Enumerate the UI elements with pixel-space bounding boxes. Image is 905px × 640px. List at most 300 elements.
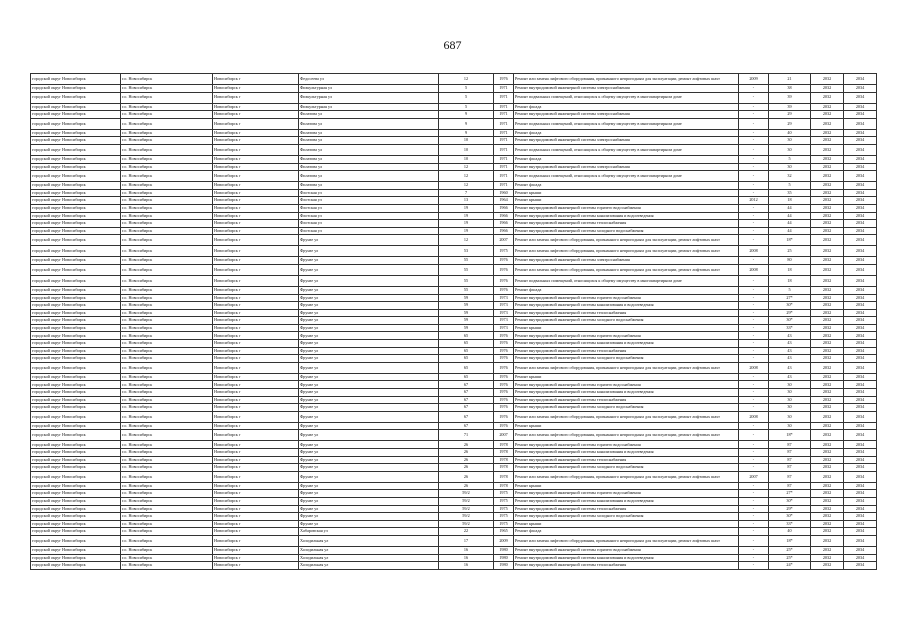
work-type-cell: Ремонт внутридомовой инженерной системы холодного водоснабжения	[514, 227, 739, 235]
district-cell: г.о. Новосибирск	[121, 528, 213, 536]
house-number-cell: 10	[439, 137, 494, 145]
plan-end-year-cell: 2034	[844, 381, 877, 389]
city-cell: Новосибирск г	[213, 317, 299, 325]
last-repair-year-cell: -	[739, 204, 769, 212]
table-row	[31, 471, 877, 482]
plan-start-year-cell: 2032	[811, 103, 844, 111]
work-type-cell: Ремонт внутридомовой инженерной системы горячего водоснабжения	[514, 381, 739, 389]
plan-start-year-cell: 2032	[811, 197, 844, 205]
table-row	[31, 302, 877, 310]
municipality-cell: городской округ Новосибирск	[31, 171, 121, 182]
district-cell: г.о. Новосибирск	[121, 381, 213, 389]
plan-start-year-cell: 2032	[811, 520, 844, 528]
table-row	[31, 118, 877, 129]
plan-end-year-cell: 2034	[844, 389, 877, 397]
plan-end-year-cell: 2034	[844, 482, 877, 490]
plan-start-year-cell: 2032	[811, 389, 844, 397]
work-type-cell: Ремонт фасада	[514, 103, 739, 111]
house-number-cell: 53	[439, 246, 494, 257]
district-cell: г.о. Новосибирск	[121, 471, 213, 482]
work-type-cell: Ремонт внутридомовой инженерной системы горячего водоснабжения	[514, 204, 739, 212]
plan-end-year-cell: 2034	[844, 111, 877, 119]
table-row	[31, 275, 877, 286]
year-built-cell: 1976	[494, 362, 514, 373]
house-number-cell: 26	[439, 441, 494, 449]
year-built-cell: 1978	[494, 482, 514, 490]
house-number-cell: 12	[439, 74, 494, 85]
table-row	[31, 235, 877, 246]
city-cell: Новосибирск г	[213, 535, 299, 546]
work-type-cell: Ремонт или замена лифтового оборудования, признанного непригодным для эксплуатации, ремонт лифтовых шахт	[514, 535, 739, 546]
street-cell: Хабаровская ул	[299, 528, 439, 536]
plan-start-year-cell: 2032	[811, 340, 844, 348]
district-cell: г.о. Новосибирск	[121, 137, 213, 145]
year-built-cell: 1973	[494, 324, 514, 332]
house-number-cell: 55	[439, 264, 494, 275]
street-cell: Фрунзе ул	[299, 275, 439, 286]
work-type-cell: Ремонт или замена лифтового оборудования, признанного непригодным для эксплуатации, ремонт лифтовых шахт	[514, 471, 739, 482]
year-built-cell: 1980	[494, 562, 514, 570]
work-type-cell: Ремонт или замена лифтового оборудования, признанного непригодным для эксплуатации, ремонт лифтовых шахт	[514, 430, 739, 441]
municipality-cell: городской округ Новосибирск	[31, 227, 121, 235]
work-type-cell: Ремонт внутридомовой инженерной системы канализования и водоотведения	[514, 497, 739, 505]
municipality-cell: городской округ Новосибирск	[31, 155, 121, 163]
city-cell: Новосибирск г	[213, 324, 299, 332]
last-repair-year-cell: -	[739, 103, 769, 111]
municipality-cell: городской округ Новосибирск	[31, 430, 121, 441]
district-cell: г.о. Новосибирск	[121, 197, 213, 205]
work-type-cell: Ремонт внутридомовой инженерной системы горячего водоснабжения	[514, 490, 739, 498]
city-cell: Новосибирск г	[213, 111, 299, 119]
plan-end-year-cell: 2034	[844, 430, 877, 441]
work-type-cell: Ремонт фасада	[514, 155, 739, 163]
municipality-cell: городской округ Новосибирск	[31, 212, 121, 220]
street-cell: Фрунзе ул	[299, 362, 439, 373]
plan-end-year-cell: 2034	[844, 528, 877, 536]
street-cell: Филатова ул	[299, 111, 439, 119]
city-cell: Новосибирск г	[213, 373, 299, 381]
plan-start-year-cell: 2032	[811, 220, 844, 228]
year-built-cell: 1976	[494, 74, 514, 85]
repair-schedule-table	[30, 73, 877, 570]
last-repair-year-cell: -	[739, 449, 769, 457]
last-repair-year-cell: -	[739, 257, 769, 265]
district-cell: г.о. Новосибирск	[121, 257, 213, 265]
table-row	[31, 171, 877, 182]
district-cell: г.о. Новосибирск	[121, 422, 213, 430]
last-repair-year-cell: -	[739, 85, 769, 93]
work-type-cell: Ремонт внутридомовой инженерной системы теплоснабжения	[514, 220, 739, 228]
plan-end-year-cell: 2034	[844, 404, 877, 412]
table-row	[31, 381, 877, 389]
plan-end-year-cell: 2034	[844, 286, 877, 294]
work-type-cell: Ремонт крыши	[514, 189, 739, 197]
municipality-cell: городской округ Новосибирск	[31, 505, 121, 513]
district-cell: г.о. Новосибирск	[121, 324, 213, 332]
last-repair-year-cell: 2008	[739, 264, 769, 275]
house-number-cell: 67	[439, 411, 494, 422]
municipality-cell: городской округ Новосибирск	[31, 389, 121, 397]
last-repair-year-cell: -	[739, 227, 769, 235]
municipality-cell: городской округ Новосибирск	[31, 528, 121, 536]
house-number-cell: 65	[439, 347, 494, 355]
municipality-cell: городской округ Новосибирск	[31, 497, 121, 505]
last-repair-year-cell: -	[739, 155, 769, 163]
last-repair-year-cell: -	[739, 182, 769, 190]
work-type-cell: Ремонт внутридомовой инженерной системы электроснабжения	[514, 137, 739, 145]
district-cell: г.о. Новосибирск	[121, 513, 213, 521]
street-cell: Фрунзе ул	[299, 490, 439, 498]
municipality-cell: городской округ Новосибирск	[31, 92, 121, 103]
plan-start-year-cell: 2032	[811, 332, 844, 340]
wear-percent-cell: 30	[769, 137, 811, 145]
plan-start-year-cell: 2032	[811, 381, 844, 389]
wear-percent-cell: 30	[769, 163, 811, 171]
house-number-cell: 16	[439, 554, 494, 562]
wear-percent-cell: 44	[769, 220, 811, 228]
work-type-cell: Ремонт фасада	[514, 182, 739, 190]
city-cell: Новосибирск г	[213, 118, 299, 129]
house-number-cell: 65	[439, 332, 494, 340]
plan-start-year-cell: 2032	[811, 411, 844, 422]
municipality-cell: городской округ Новосибирск	[31, 163, 121, 171]
wear-percent-cell: 87	[769, 482, 811, 490]
year-built-cell: 2007	[494, 235, 514, 246]
city-cell: Новосибирск г	[213, 404, 299, 412]
house-number-cell: 26	[439, 456, 494, 464]
plan-end-year-cell: 2034	[844, 227, 877, 235]
plan-end-year-cell: 2034	[844, 204, 877, 212]
wear-percent-cell: 5	[769, 182, 811, 190]
plan-end-year-cell: 2034	[844, 171, 877, 182]
table-row	[31, 144, 877, 155]
street-cell: Физкультурная ул	[299, 103, 439, 111]
wear-percent-cell: 87	[769, 456, 811, 464]
street-cell: Фрунзе ул	[299, 441, 439, 449]
work-type-cell: Ремонт подвальных помещений, относящихся к общему имуществу в многоквартирном доме	[514, 118, 739, 129]
year-built-cell: 2009	[494, 535, 514, 546]
municipality-cell: городской округ Новосибирск	[31, 286, 121, 294]
table-row	[31, 430, 877, 441]
year-built-cell: 1978	[494, 464, 514, 472]
street-cell: Филатова ул	[299, 118, 439, 129]
house-number-cell: 59/2	[439, 520, 494, 528]
year-built-cell: 1971	[494, 163, 514, 171]
work-type-cell: Ремонт внутридомовой инженерной системы канализования и водоотведения	[514, 554, 739, 562]
city-cell: Новосибирск г	[213, 227, 299, 235]
house-number-cell: 59/2	[439, 490, 494, 498]
work-type-cell: Ремонт внутридомовой инженерной системы электроснабжения	[514, 85, 739, 93]
district-cell: г.о. Новосибирск	[121, 373, 213, 381]
municipality-cell: городской округ Новосибирск	[31, 546, 121, 554]
table-row	[31, 482, 877, 490]
last-repair-year-cell: -	[739, 220, 769, 228]
municipality-cell: городской округ Новосибирск	[31, 471, 121, 482]
street-cell: Фрунзе ул	[299, 396, 439, 404]
street-cell: Фрунзе ул	[299, 430, 439, 441]
district-cell: г.о. Новосибирск	[121, 520, 213, 528]
table-row	[31, 355, 877, 363]
district-cell: г.о. Новосибирск	[121, 246, 213, 257]
work-type-cell: Ремонт внутридомовой инженерной системы канализования и водоотведения	[514, 449, 739, 457]
plan-start-year-cell: 2032	[811, 464, 844, 472]
street-cell: Фрунзе ул	[299, 497, 439, 505]
house-number-cell: 9	[439, 118, 494, 129]
last-repair-year-cell: -	[739, 381, 769, 389]
wear-percent-cell: 30*	[769, 497, 811, 505]
plan-end-year-cell: 2034	[844, 144, 877, 155]
municipality-cell: городской округ Новосибирск	[31, 111, 121, 119]
last-repair-year-cell: -	[739, 482, 769, 490]
house-number-cell: 12	[439, 182, 494, 190]
district-cell: г.о. Новосибирск	[121, 362, 213, 373]
year-built-cell: 1966	[494, 204, 514, 212]
table-row	[31, 317, 877, 325]
district-cell: г.о. Новосибирск	[121, 182, 213, 190]
wear-percent-cell: 18*	[769, 430, 811, 441]
street-cell: Фрунзе ул	[299, 235, 439, 246]
plan-start-year-cell: 2032	[811, 430, 844, 441]
year-built-cell: 1971	[494, 111, 514, 119]
city-cell: Новосибирск г	[213, 411, 299, 422]
district-cell: г.о. Новосибирск	[121, 129, 213, 137]
plan-end-year-cell: 2034	[844, 554, 877, 562]
house-number-cell: 59	[439, 317, 494, 325]
work-type-cell: Ремонт внутридомовой инженерной системы холодного водоснабжения	[514, 513, 739, 521]
city-cell: Новосибирск г	[213, 464, 299, 472]
last-repair-year-cell: -	[739, 286, 769, 294]
district-cell: г.о. Новосибирск	[121, 449, 213, 457]
table-row	[31, 182, 877, 190]
year-built-cell: 1976	[494, 286, 514, 294]
table-row	[31, 324, 877, 332]
street-cell: Фрунзе ул	[299, 505, 439, 513]
city-cell: Новосибирск г	[213, 302, 299, 310]
plan-end-year-cell: 2034	[844, 317, 877, 325]
plan-end-year-cell: 2034	[844, 520, 877, 528]
city-cell: Новосибирск г	[213, 554, 299, 562]
plan-start-year-cell: 2032	[811, 396, 844, 404]
municipality-cell: городской округ Новосибирск	[31, 396, 121, 404]
city-cell: Новосибирск г	[213, 220, 299, 228]
house-number-cell: 7	[439, 189, 494, 197]
table-row	[31, 389, 877, 397]
municipality-cell: городской округ Новосибирск	[31, 118, 121, 129]
house-number-cell: 26	[439, 482, 494, 490]
street-cell: Фрунзе ул	[299, 482, 439, 490]
last-repair-year-cell: -	[739, 129, 769, 137]
year-built-cell: 1978	[494, 471, 514, 482]
work-type-cell: Ремонт фасада	[514, 286, 739, 294]
house-number-cell: 12	[439, 171, 494, 182]
plan-end-year-cell: 2034	[844, 212, 877, 220]
district-cell: г.о. Новосибирск	[121, 227, 213, 235]
street-cell: Фрунзе ул	[299, 347, 439, 355]
plan-start-year-cell: 2032	[811, 111, 844, 119]
district-cell: г.о. Новосибирск	[121, 220, 213, 228]
district-cell: г.о. Новосибирск	[121, 535, 213, 546]
plan-start-year-cell: 2032	[811, 497, 844, 505]
plan-end-year-cell: 2034	[844, 332, 877, 340]
plan-start-year-cell: 2032	[811, 294, 844, 302]
house-number-cell: 71	[439, 430, 494, 441]
last-repair-year-cell: -	[739, 520, 769, 528]
plan-start-year-cell: 2032	[811, 355, 844, 363]
work-type-cell: Ремонт крыши	[514, 422, 739, 430]
year-built-cell: 1973	[494, 302, 514, 310]
year-built-cell: 1971	[494, 103, 514, 111]
work-type-cell: Ремонт крыши	[514, 197, 739, 205]
table-row	[31, 111, 877, 119]
year-built-cell: 1978	[494, 449, 514, 457]
plan-start-year-cell: 2032	[811, 118, 844, 129]
last-repair-year-cell: -	[739, 309, 769, 317]
house-number-cell: 67	[439, 422, 494, 430]
city-cell: Новосибирск г	[213, 513, 299, 521]
year-built-cell: 1966	[494, 212, 514, 220]
municipality-cell: городской округ Новосибирск	[31, 137, 121, 145]
plan-start-year-cell: 2032	[811, 562, 844, 570]
plan-end-year-cell: 2034	[844, 220, 877, 228]
year-built-cell: 1965	[494, 528, 514, 536]
last-repair-year-cell: -	[739, 212, 769, 220]
page-number: 687	[443, 38, 462, 52]
street-cell: Филатова ул	[299, 144, 439, 155]
district-cell: г.о. Новосибирск	[121, 275, 213, 286]
district-cell: г.о. Новосибирск	[121, 562, 213, 570]
work-type-cell: Ремонт или замена лифтового оборудования, признанного непригодным для эксплуатации, ремонт лифтовых шахт	[514, 362, 739, 373]
city-cell: Новосибирск г	[213, 144, 299, 155]
last-repair-year-cell: -	[739, 528, 769, 536]
year-built-cell: 1976	[494, 355, 514, 363]
table-row	[31, 505, 877, 513]
work-type-cell: Ремонт внутридомовой инженерной системы теплоснабжения	[514, 347, 739, 355]
table-row	[31, 411, 877, 422]
table-row	[31, 396, 877, 404]
district-cell: г.о. Новосибирск	[121, 286, 213, 294]
wear-percent-cell: 29*	[769, 309, 811, 317]
work-type-cell: Ремонт подвальных помещений, относящихся к общему имуществу в многоквартирном доме	[514, 92, 739, 103]
table-row	[31, 554, 877, 562]
year-built-cell: 1975	[494, 497, 514, 505]
work-type-cell: Ремонт или замена лифтового оборудования, признанного непригодным для эксплуатации, ремонт лифтовых шахт	[514, 411, 739, 422]
plan-start-year-cell: 2032	[811, 546, 844, 554]
year-built-cell: 1976	[494, 396, 514, 404]
municipality-cell: городской округ Новосибирск	[31, 411, 121, 422]
municipality-cell: городской округ Новосибирск	[31, 513, 121, 521]
house-number-cell: 65	[439, 340, 494, 348]
year-built-cell: 2007	[494, 430, 514, 441]
plan-start-year-cell: 2032	[811, 449, 844, 457]
house-number-cell: 17	[439, 535, 494, 546]
street-cell: Флотская ул	[299, 220, 439, 228]
city-cell: Новосибирск г	[213, 482, 299, 490]
district-cell: г.о. Новосибирск	[121, 546, 213, 554]
plan-start-year-cell: 2032	[811, 505, 844, 513]
house-number-cell: 55	[439, 275, 494, 286]
table-row	[31, 212, 877, 220]
district-cell: г.о. Новосибирск	[121, 490, 213, 498]
municipality-cell: городской округ Новосибирск	[31, 257, 121, 265]
house-number-cell: 26	[439, 464, 494, 472]
plan-end-year-cell: 2034	[844, 246, 877, 257]
wear-percent-cell: 18*	[769, 535, 811, 546]
city-cell: Новосибирск г	[213, 362, 299, 373]
work-type-cell: Ремонт внутридомовой инженерной системы канализования и водоотведения	[514, 340, 739, 348]
city-cell: Новосибирск г	[213, 171, 299, 182]
plan-start-year-cell: 2032	[811, 422, 844, 430]
plan-start-year-cell: 2032	[811, 182, 844, 190]
year-built-cell: 1976	[494, 422, 514, 430]
city-cell: Новосибирск г	[213, 471, 299, 482]
table-row	[31, 449, 877, 457]
street-cell: Фрунзе ул	[299, 257, 439, 265]
house-number-cell: 55	[439, 257, 494, 265]
house-number-cell: 67	[439, 396, 494, 404]
street-cell: Фрунзе ул	[299, 520, 439, 528]
street-cell: Флотская ул	[299, 227, 439, 235]
year-built-cell: 1971	[494, 129, 514, 137]
municipality-cell: городской округ Новосибирск	[31, 449, 121, 457]
street-cell: Холодильная ул	[299, 546, 439, 554]
year-built-cell: 1975	[494, 246, 514, 257]
city-cell: Новосибирск г	[213, 204, 299, 212]
street-cell: Фрунзе ул	[299, 302, 439, 310]
plan-end-year-cell: 2034	[844, 85, 877, 93]
plan-start-year-cell: 2032	[811, 324, 844, 332]
plan-end-year-cell: 2034	[844, 197, 877, 205]
plan-start-year-cell: 2032	[811, 554, 844, 562]
year-built-cell: 1976	[494, 381, 514, 389]
street-cell: Фрунзе ул	[299, 317, 439, 325]
work-type-cell: Ремонт внутридомовой инженерной системы горячего водоснабжения	[514, 294, 739, 302]
municipality-cell: городской округ Новосибирск	[31, 554, 121, 562]
work-type-cell: Ремонт внутридомовой инженерной системы горячего водоснабжения	[514, 332, 739, 340]
wear-percent-cell: 43	[769, 373, 811, 381]
last-repair-year-cell: -	[739, 554, 769, 562]
district-cell: г.о. Новосибирск	[121, 404, 213, 412]
work-type-cell: Ремонт или замена лифтового оборудования, признанного непригодным для эксплуатации, ремонт лифтовых шахт	[514, 264, 739, 275]
last-repair-year-cell: 2012	[739, 197, 769, 205]
street-cell: Фрунзе ул	[299, 389, 439, 397]
work-type-cell: Ремонт внутридомовой инженерной системы холодного водоснабжения	[514, 464, 739, 472]
plan-start-year-cell: 2032	[811, 227, 844, 235]
work-type-cell: Ремонт крыши	[514, 520, 739, 528]
house-number-cell: 26	[439, 471, 494, 482]
plan-start-year-cell: 2032	[811, 92, 844, 103]
district-cell: г.о. Новосибирск	[121, 163, 213, 171]
plan-end-year-cell: 2034	[844, 441, 877, 449]
wear-percent-cell: 30*	[769, 317, 811, 325]
work-type-cell: Ремонт крыши	[514, 324, 739, 332]
last-repair-year-cell: 2007	[739, 471, 769, 482]
district-cell: г.о. Новосибирск	[121, 411, 213, 422]
plan-end-year-cell: 2034	[844, 456, 877, 464]
municipality-cell: городской округ Новосибирск	[31, 456, 121, 464]
house-number-cell: 19	[439, 220, 494, 228]
wear-percent-cell: 5	[769, 286, 811, 294]
district-cell: г.о. Новосибирск	[121, 389, 213, 397]
wear-percent-cell: 29	[769, 118, 811, 129]
municipality-cell: городской округ Новосибирск	[31, 220, 121, 228]
table-row	[31, 373, 877, 381]
district-cell: г.о. Новосибирск	[121, 441, 213, 449]
last-repair-year-cell: -	[739, 389, 769, 397]
work-type-cell: Ремонт внутридомовой инженерной системы электроснабжения	[514, 111, 739, 119]
last-repair-year-cell: -	[739, 118, 769, 129]
wear-percent-cell: 5	[769, 155, 811, 163]
plan-end-year-cell: 2034	[844, 129, 877, 137]
